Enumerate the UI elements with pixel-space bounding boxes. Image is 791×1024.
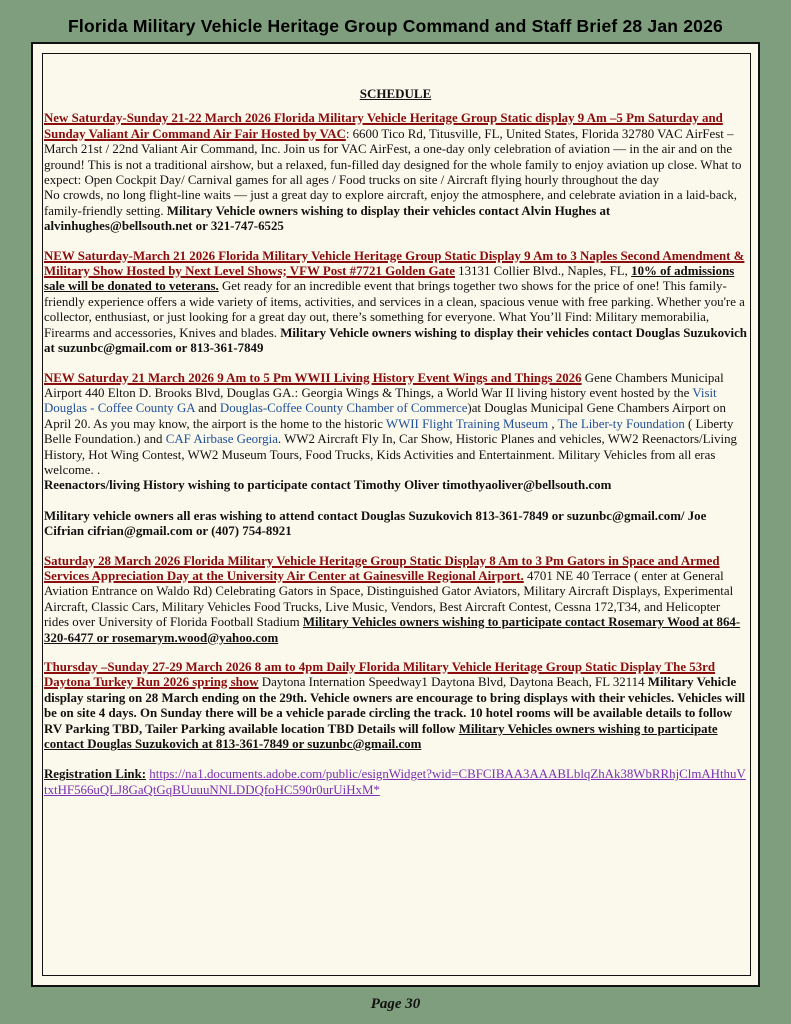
schedule-content bbox=[44, 86, 747, 812]
event-item-gators-in-space bbox=[44, 554, 747, 646]
link-chamber-of-commerce[interactable]: Douglas-Coffee County Chamber of Commerce bbox=[219, 401, 468, 416]
event-body: . WW2 Aircraft Fly In, Car Show, Historic Planes and vehicles, WW2 Reenactors/Living History, Hot Wing Contest, WW2 Museum Tours, Food Trucks, Kids Activities and Entertainment. Military Vehicles from all eras welcome. . bbox=[44, 432, 737, 477]
event-item-wings-things bbox=[44, 371, 747, 540]
link-caf-airbase[interactable]: CAF Airbase Georgia bbox=[165, 432, 278, 447]
event-headline: NEW Saturday-March 21 2026 Florida Military Vehicle Heritage Group Static Display 9 Am to 3 Naples Second Amendment & Military Show Hosted by Next Level Shows; VFW Post #7721 Golden Gate bbox=[44, 248, 745, 279]
event-body: )at Douglas Municipal Gene Chambers Airport on April 20. As you may know, the airport is the home to the historic bbox=[44, 401, 726, 431]
link-flight-training-museum[interactable]: WWII Flight Training Museum bbox=[385, 416, 549, 431]
event-body: , bbox=[548, 416, 558, 431]
event-headline: Thursday –Sunday 27-29 March 2026 8 am to 4pm Daily Florida Military Vehicle Heritage Group Static Display The 53rd Daytona Turkey Run 2026 spring show bbox=[44, 660, 716, 690]
event-body: ( Liberty Belle Foundation.) and bbox=[44, 416, 734, 447]
event-body: 4701 NE 40 Terrace ( enter at General Aviation Entrance on Waldo Rd) Celebrating Gators in Space, Distinguished Gator Aviators, Military Aircraft Displays, Experimental Aircraft, Classic Cars, Military Vehicles Food Trucks, Live Music, Vendors, Best Aircraft Contest, Cessna 172,T34, and Helicopter rides over University of Florida Football Stadium bbox=[44, 568, 734, 630]
event-body: : 6600 Tico Rd, Titusville, FL, United States, Florida 32780 VAC AirFest – March 21st / 22nd Valiant Air Command, Inc. Join us for VAC AirFest, a one-day only celebration of aviation — in the air and on the ground! This is not a traditional airshow, but a relaxed, fun-filled day designed for the whole family to enjoy aviation up close. What to expect: Open Cockpit Day/ Carnival games for all ages / Food trucks on site / Aircraft flying hourly throughout the day bbox=[44, 126, 742, 188]
event-contact: Military Vehicle owners wishing to display their vehicles contact Alvin Hughes at alvinhughes@bellsouth.net or 321-747-6525 bbox=[44, 203, 611, 234]
event-headline: NEW Saturday 21 March 2026 9 Am to 5 Pm WWII Living History Event Wings and Things 2026 bbox=[44, 370, 582, 385]
donation-note: 10% of admissions sale will be donated to veterans. bbox=[44, 264, 735, 294]
event-contact: Military vehicle owners all eras wishing to attend contact Douglas Suzukovich 813-361-7849 or suzunbc@gmail.com/ Joe Cifrian cifrian@gmail.com or (407) 754-8921 bbox=[44, 508, 707, 539]
event-item-valiant-air bbox=[44, 111, 747, 234]
newsletter-header: Florida Military Vehicle Heritage Group Command and Staff Brief 28 Jan 2026 bbox=[68, 16, 723, 36]
event-contact: Military Vehicles owners wishing to participate contact Rosemary Wood at 864-320-6477 or rosemarym.wood@yahoo.com bbox=[44, 615, 741, 645]
event-body: 13131 Collier Blvd., Naples, FL, bbox=[454, 264, 632, 279]
event-body: No crowds, no long flight-line waits — just a great day to explore aircraft, enjoy the atmosphere, and celebrate aviation in a laid-back, family-friendly setting. bbox=[44, 188, 737, 218]
event-body: Get ready for an incredible event that brings together two shows for the price of one! This family-friendly experience offers a wide variety of items, activities, and services in a clean, spacious venue with free parking. Whether you're a collector, enthusiast, or just looking for a great day out, there’s something for everyone. What You’ll Find: Military memorabilia, Firearms and accessories, Knives and blades. bbox=[44, 279, 745, 340]
event-headline: Saturday 28 March 2026 Florida Military Vehicle Heritage Group Static Display 8 Am to 3 Pm Gators in Space and Armed Services Appreciation Day at the University Air Center at Gainesville Regional Airport. bbox=[44, 553, 720, 583]
event-body: and bbox=[194, 401, 220, 416]
event-item-naples bbox=[44, 249, 747, 357]
link-visit-douglas[interactable]: Visit Douglas - Coffee County GA bbox=[44, 385, 717, 416]
link-liberty-foundation[interactable]: The Liber-ty Foundation bbox=[557, 416, 685, 431]
event-contact: Military Vehicle owners wishing to display their vehicles contact Douglas Suzukovich at suzunbc@gmail.com or 813-361-7849 bbox=[44, 325, 747, 356]
event-headline: New Saturday-Sunday 21-22 March 2026 Florida Military Vehicle Heritage Group Static display 9 Am –5 Pm Saturday and Sunday Valiant Air Command Air Fair Hosted by VAC bbox=[44, 111, 723, 141]
event-details: Military Vehicle display staring on 28 March ending on the 29th. Vehicle owners are encourage to bring displays with their vehicles. Vehicles will be on site 4 days. On Sunday there will be a vehicle parade circling the track. 10 hotel rooms will be available details to follow RV Parking TBD, Tailer Parking available location TBD Details will follow bbox=[44, 675, 746, 736]
registration-label: Registration Link: bbox=[44, 767, 147, 782]
schedule-title: SCHEDULE bbox=[359, 86, 432, 101]
event-contact: Military Vehicles owners wishing to participate contact Douglas Suzukovich at 813-361-7849 or suzunbc@gmail.com bbox=[44, 721, 718, 752]
event-contact: Reenactors/living History wishing to participate contact Timothy Oliver timothyaoliver@bellsouth.com bbox=[44, 478, 612, 493]
event-item-turkey-run bbox=[44, 660, 747, 798]
event-body: Gene Chambers Municipal Airport 440 Elton D. Brooks Blvd, Douglas GA.: Georgia Wings & Things, a World War II living history event hosted by the bbox=[44, 370, 724, 400]
event-body: Daytona Internation Speedway1 Daytona Blvd, Daytona Beach, FL 32114 bbox=[258, 675, 648, 690]
registration-link[interactable]: https://na1.documents.adobe.com/public/esignWidget?wid=CBFCIBAA3AAABLblqZhAk38WbRRhjClmAHthuVtxtHF566uQLJ8GaQtGqBUuuuNNLDDQfoHC590r0urUiHxM* bbox=[44, 767, 746, 797]
page-number: Page 30 bbox=[370, 996, 421, 1012]
